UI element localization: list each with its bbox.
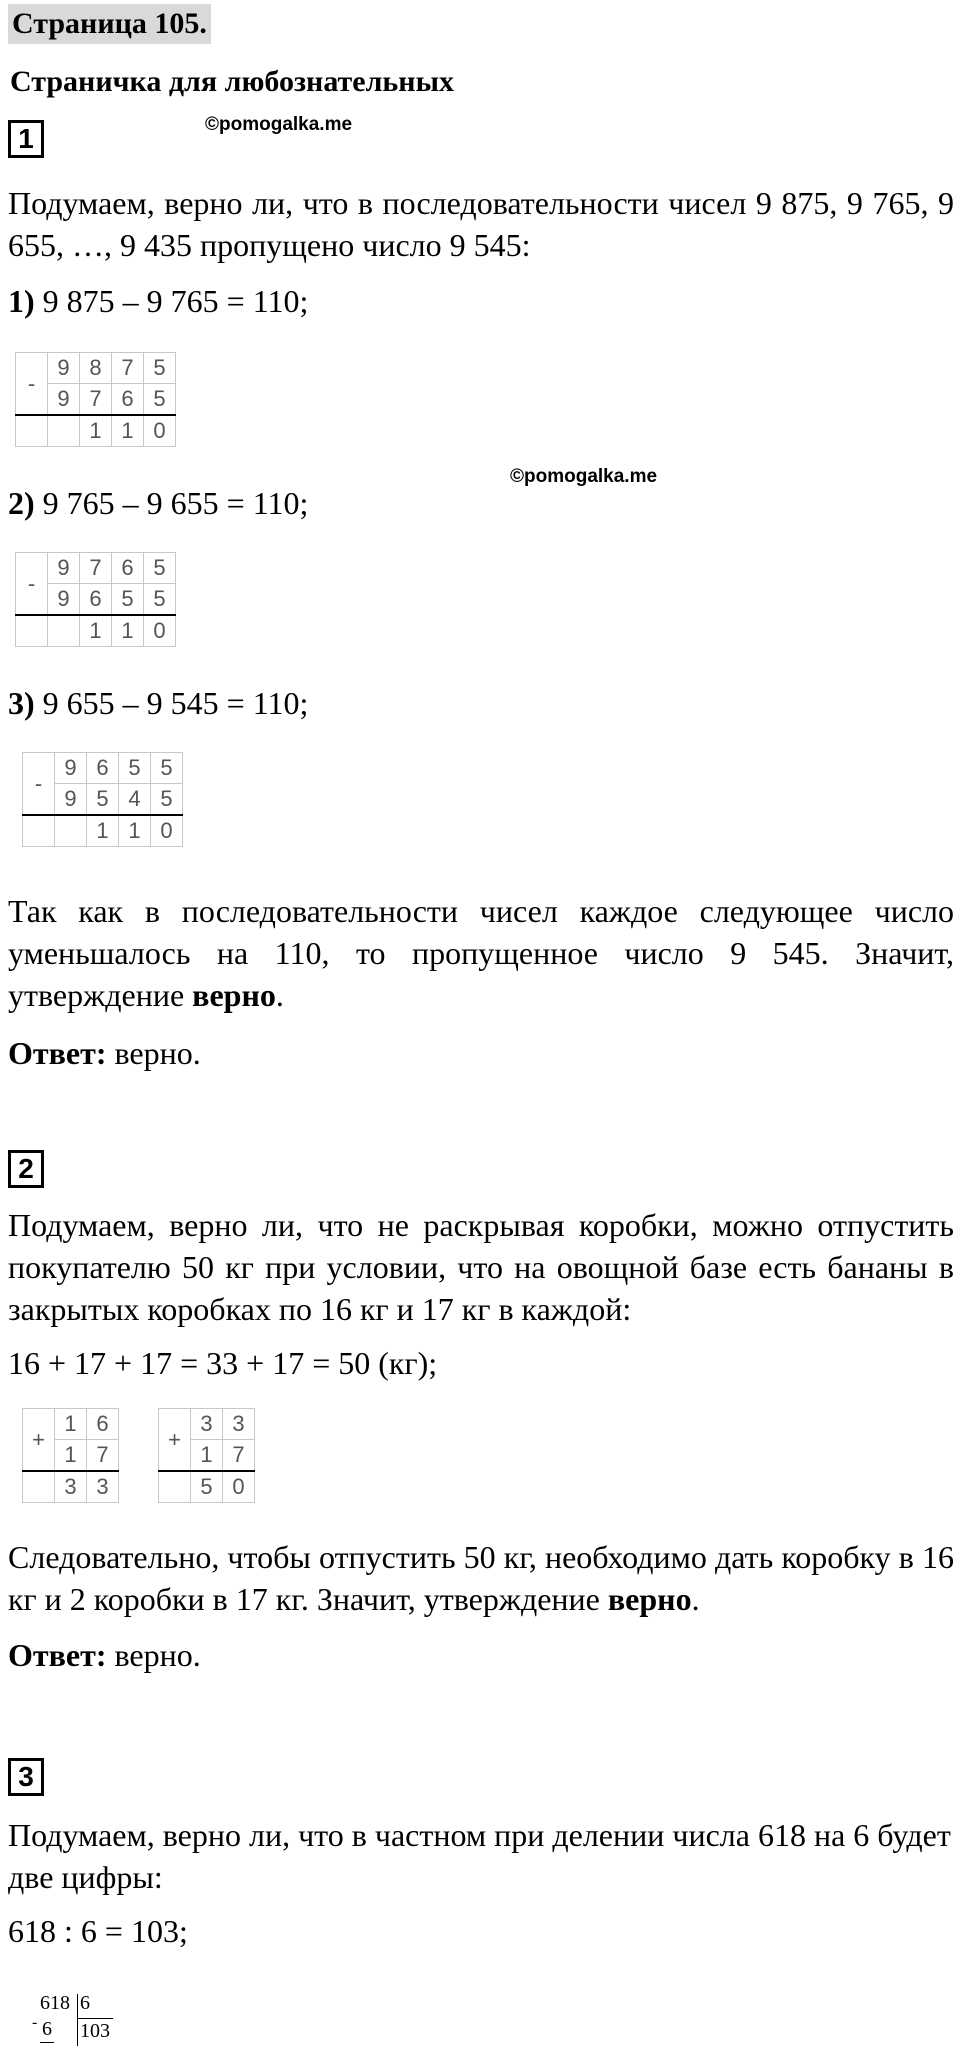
- division-underline: [40, 2042, 54, 2043]
- task-1-step-3: 3) 9 655 – 9 545 = 110;: [8, 685, 309, 721]
- section-subtitle: Страничка для любознательных: [10, 65, 454, 98]
- task-2-conclusion: Следовательно, чтобы отпустить 50 кг, необходимо дать коробку в 16 кг и 2 коробки в 17 кг. Значит, утверждение верно.: [8, 1539, 954, 1617]
- task-1-intro: Подумаем, верно ли, что в последовательности чисел 9 875, 9 765, 9 655, …, 9 435 пропущено число 9 545:: [8, 185, 954, 263]
- task-2-equation: 16 + 17 + 17 = 33 + 17 = 50 (кг);: [8, 1345, 438, 1381]
- task-1-answer: Ответ: верно.: [8, 1035, 201, 1071]
- task-1-number: 1: [8, 120, 44, 158]
- task-2-answer: Ответ: верно.: [8, 1637, 201, 1673]
- division-subtrahend: 6: [42, 2018, 52, 2040]
- task-1-step-2-grid: - 9 7 6 5 9 6 5 5 1 1 0: [15, 552, 176, 647]
- watermark: ©pomogalka.me: [205, 114, 353, 135]
- task-2-intro: Подумаем, верно ли, что не раскрывая коробки, можно отпустить покупателю 50 кг при условии, что на овощной базе есть бананы в закрытых коробках по 16 кг и 17 кг в каждой:: [8, 1207, 954, 1327]
- task-1-step-2: 2) 9 765 – 9 655 = 110;: [8, 485, 309, 521]
- task-1-step-1: 1) 9 875 – 9 765 = 110;: [8, 283, 309, 319]
- task-3-intro: Подумаем, верно ли, что в частном при делении числа 618 на 6 будет две цифры:: [8, 1817, 951, 1895]
- watermark: ©pomogalka.me: [510, 466, 658, 487]
- task-3-number: 3: [8, 1758, 44, 1796]
- division-divisor: 6: [80, 1992, 90, 2014]
- task-3-equation: 618 : 6 = 103;: [8, 1913, 188, 1949]
- task-2-grid-2: + 3 3 1 7 5 0: [158, 1408, 255, 1503]
- task-2-number: 2: [8, 1150, 44, 1188]
- page-title: Страница 105.: [8, 4, 211, 44]
- task-1-step-1-grid: - 9 8 7 5 9 7 6 5 1 1 0: [15, 352, 176, 447]
- division-vertical-line: [77, 1994, 78, 2046]
- task-2-grid-1: + 1 6 1 7 3 3: [22, 1408, 119, 1503]
- division-dividend: 618: [40, 1992, 70, 2014]
- division-minus: -: [32, 2014, 38, 2031]
- task-1-conclusion: Так как в последовательности чисел каждое следующее число уменьшалось на 110, то пропущенное число 9 545. Значит, утверждение верно.: [8, 893, 954, 1013]
- task-1-step-3-grid: - 9 6 5 5 9 5 4 5 1 1 0: [22, 752, 183, 847]
- division-horizontal-line: [77, 2018, 113, 2019]
- task-3-long-division: [32, 1990, 136, 2050]
- division-quotient: 103: [80, 2020, 110, 2042]
